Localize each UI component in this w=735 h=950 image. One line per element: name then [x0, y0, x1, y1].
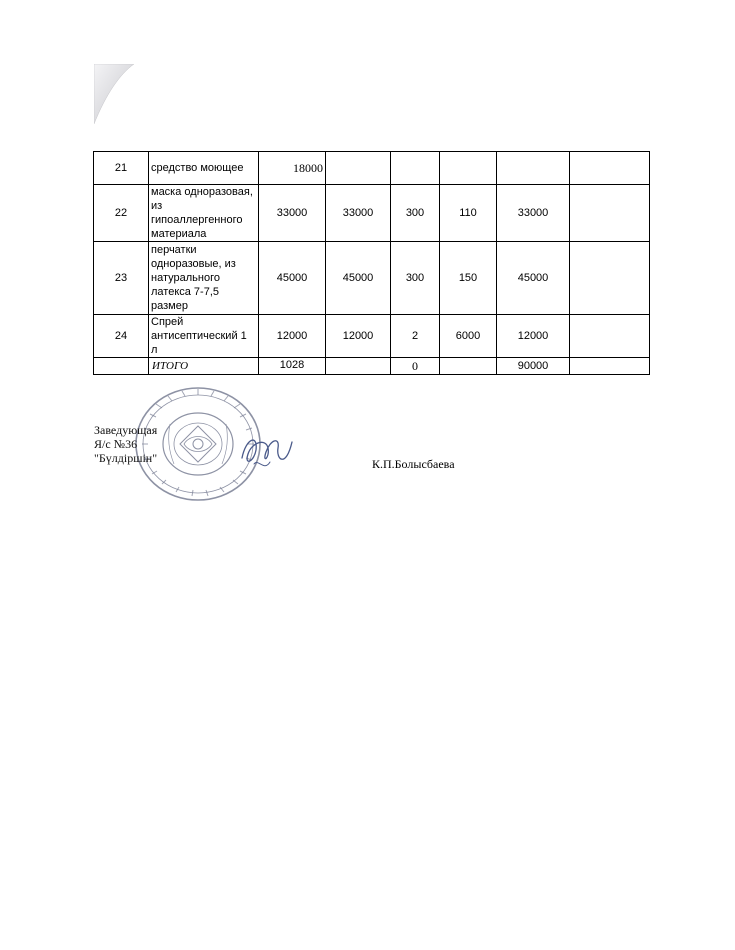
cell-c3: 1028 [259, 358, 326, 375]
table-row [94, 242, 650, 315]
cell-c7: 12000 [497, 315, 570, 358]
table-row [94, 315, 650, 358]
cell-c6: 6000 [440, 315, 497, 358]
cell-c8 [570, 358, 650, 375]
goods-table [93, 151, 650, 375]
cell-num [94, 358, 149, 375]
cell-c3: 33000 [259, 185, 326, 242]
cell-c5 [391, 152, 440, 185]
cell-c5: 300 [391, 185, 440, 242]
cell-c4: 12000 [326, 315, 391, 358]
cell-c6 [440, 358, 497, 375]
cell-c5: 300 [391, 242, 440, 315]
cell-c4: 33000 [326, 185, 391, 242]
cell-c7: 33000 [497, 185, 570, 242]
cell-c3: 18000 [259, 152, 326, 185]
signatory-title-line: "Бүлдіршін" [94, 451, 158, 465]
cell-num: 21 [94, 152, 149, 185]
signatory-title [94, 423, 157, 465]
table-row [94, 152, 650, 185]
cell-num: 22 [94, 185, 149, 242]
cell-c5: 2 [391, 315, 440, 358]
cell-num: 23 [94, 242, 149, 315]
cell-c3: 45000 [259, 242, 326, 315]
signatory-name: К.П.Болысбаева [372, 457, 455, 471]
cell-c4 [326, 358, 391, 375]
cell-c8 [570, 315, 650, 358]
handwritten-signature [236, 428, 296, 474]
cell-name: маска одноразовая, из гипоаллергенного материала [149, 185, 259, 242]
cell-c7: 45000 [497, 242, 570, 315]
cell-c6: 150 [440, 242, 497, 315]
total-label: ИТОГО [149, 358, 259, 375]
cell-c5: 0 [391, 358, 440, 375]
cell-c4 [326, 152, 391, 185]
cell-c3: 12000 [259, 315, 326, 358]
cell-c8 [570, 152, 650, 185]
signatory-title-line: Я/с №36 [94, 437, 138, 451]
cell-name: Спрей антисептический 1 л [149, 315, 259, 358]
cell-c8 [570, 242, 650, 315]
cell-num: 24 [94, 315, 149, 358]
cell-name: перчатки одноразовые, из натурального латекса 7-7,5 размер [149, 242, 259, 315]
table-row [94, 185, 650, 242]
cell-c7: 90000 [497, 358, 570, 375]
cell-c6: 110 [440, 185, 497, 242]
cell-c8 [570, 185, 650, 242]
signatory-title-line: Заведующая [94, 423, 158, 437]
page-curl-icon [94, 64, 134, 124]
cell-c7 [497, 152, 570, 185]
cell-c4: 45000 [326, 242, 391, 315]
cell-name: средство моющее [149, 152, 259, 185]
table-total-row [94, 358, 650, 375]
cell-c6 [440, 152, 497, 185]
